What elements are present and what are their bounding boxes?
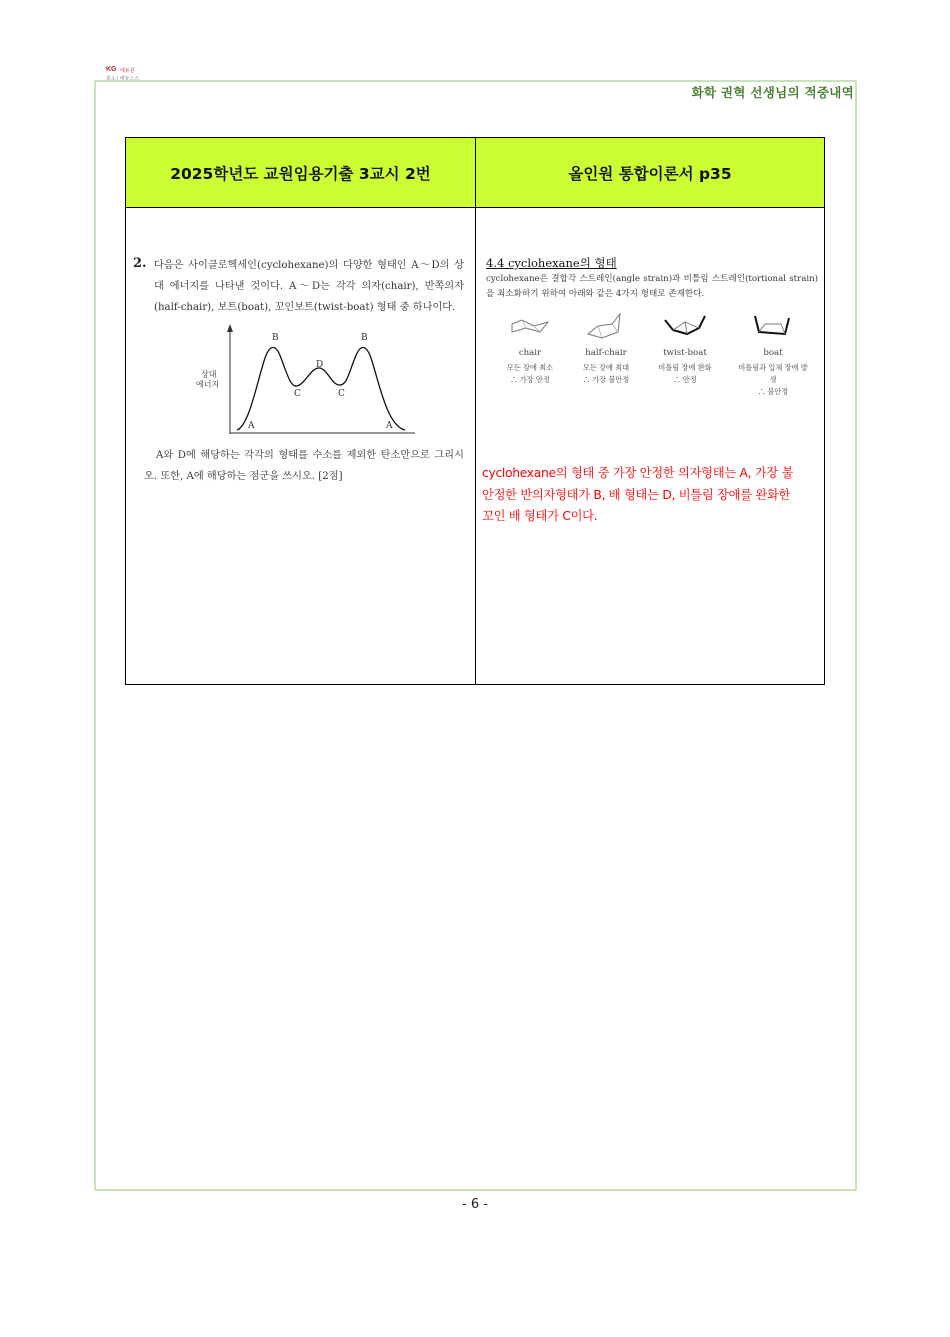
half-chair-structure-icon [584,312,628,342]
graph-label-b-right: B [361,333,368,343]
left-column-header: 2025학년도 교원임용기출 3교시 2번 [126,138,476,208]
graph-label-b-left: B [272,333,279,343]
half-chair-name: half-chair [585,348,627,358]
textbook-section-body: cyclohexane은 결합각 스트레인(angle strain)과 비틀림 스트레인(tortional strain)을 최소화하기 위하여 아래와 같은 4가지 형태로 존재한다. [486,274,818,299]
question-number: 2. [133,256,147,271]
conformation-chair [492,312,568,386]
right-column-header: 올인원 통합이론서 p35 [476,138,824,208]
boat-name: boat [763,348,783,358]
page-number: - 6 - [462,1197,488,1212]
boat-desc-1: 비틀림과 입체 장애 발생 [738,363,808,384]
chair-desc-2: ∴ 가장 안정 [510,375,550,384]
page-header-title: 화학 권혁 선생님의 적중내역 [691,85,854,100]
logo-line2: 희소 | 에듀스스 [106,76,140,82]
question-task-text: A와 D에 해당하는 각각의 형태를 수소를 제외한 탄소만으로 그리시오. 또한, A에 해당하는 점군을 쓰시오. [2점] [144,450,464,482]
graph-ylabel-2: 에너지 [196,380,220,389]
energy-diagram [193,322,423,440]
chair-name: chair [518,348,542,358]
twist-boat-desc-2: ∴ 안정 [673,375,697,384]
graph-label-a-left: A [248,421,255,431]
graph-label-c-right: C [338,389,345,399]
logo-kg: KG [106,66,117,73]
textbook-section-title: 4.4 cyclohexane의 형태 [486,256,617,270]
graph-label-a-right: A [386,421,393,431]
twist-boat-name: twist-boat [663,348,707,358]
conformation-boat [735,312,811,398]
answer-note: cyclohexane의 형태 중 가장 안정한 의자형태는 A, 가장 불안정한 반의자형태가 B, 배 형태는 D, 비틀림 장애를 완화한 꼬인 배 형태가 C이다. [482,466,794,523]
chair-structure-icon [508,312,552,342]
graph-ylabel-1: 상대 [201,370,217,379]
chair-desc-1: 모든 장애 최소 [506,363,554,372]
y-axis-arrow [227,324,233,332]
logo-line1: 에듀원 [120,68,135,74]
boat-desc-2: ∴ 불안정 [757,387,789,396]
half-chair-desc-1: 모든 장애 최대 [582,363,630,372]
graph-label-c-left: C [294,389,301,399]
boat-structure-icon [751,312,795,342]
column-divider [475,207,476,684]
question-text: 다음은 사이클로헥세인(cyclohexane)의 다양한 형태인 A～D의 상대 에너지를 나타낸 것이다. A～D는 각각 의자(chair), 반쪽의자(half-chair), 보트(boat), 꼬인보트(twist-boat) 형태 중 하나이다. [154,260,464,313]
conformation-half-chair [568,312,644,386]
conformation-twist-boat [647,312,723,386]
twist-boat-desc-1: 비틀림 장애 완화 [658,363,712,372]
twist-boat-structure-icon [663,312,707,342]
half-chair-desc-2: ∴ 가장 불안정 [582,375,630,384]
graph-label-d: D [316,360,324,370]
